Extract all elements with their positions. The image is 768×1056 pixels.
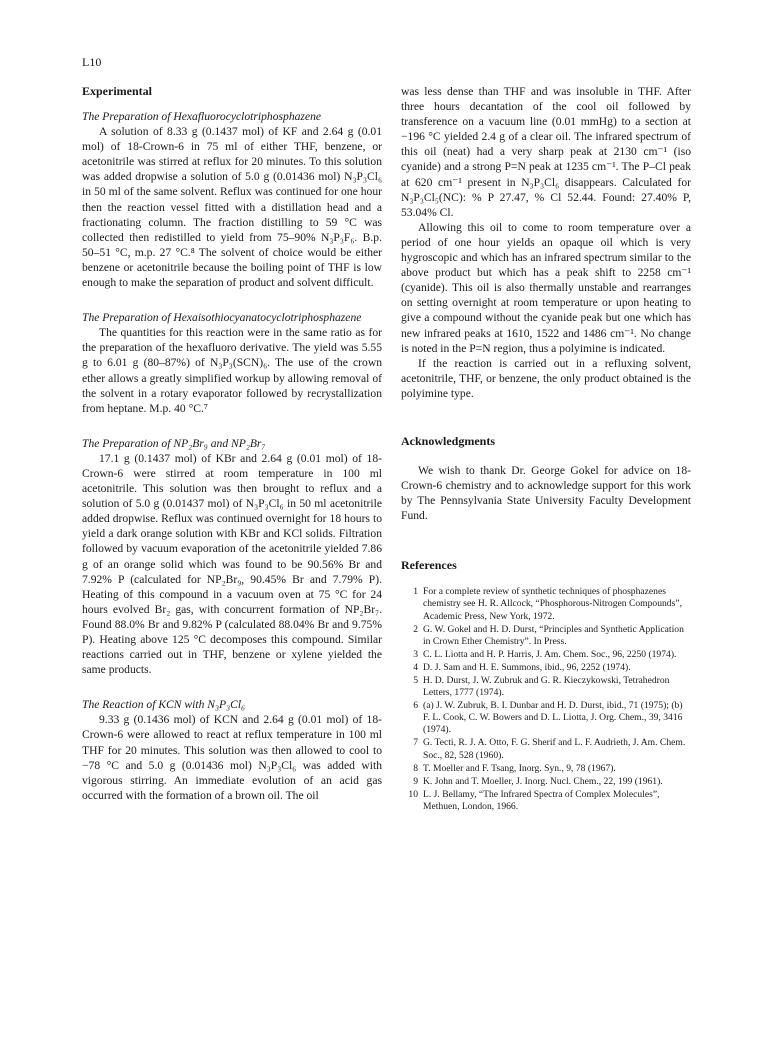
reference-item bbox=[401, 737, 691, 761]
right-column bbox=[401, 84, 691, 814]
section-title: The Preparation of Hexafluorocyclotriphosphazene bbox=[82, 110, 322, 123]
reference-text: C. L. Liotta and H. P. Harris, J. Am. Chem. Soc., 96, 2250 (1974). bbox=[423, 648, 677, 660]
section-hexaisothiocyanato bbox=[82, 310, 382, 416]
section-body: 9.33 g (0.1436 mol) of KCN and 2.64 g (0.01 mol) of 18-Crown-6 were allowed to react at reflux temperature in 100 ml THF for 20 minutes. This solution was then allowed to cool to −78 °C and 5.0 g (0.01436 mol) N₃P₃Cl₆ was added with vigorous stirring. An immediate evolution of an acid gas occurred with the formation of a brown oil. The oil bbox=[82, 713, 382, 802]
reference-item bbox=[401, 649, 691, 661]
section-body: A solution of 8.33 g (0.1437 mol) of KF and 2.64 g (0.01 mol) of 18-Crown-6 in 75 ml of either THF, benzene, or acetonitrile was stirred at reflux for 20 minutes. To this solution was added dropwise a solution of 5.0 g (0.01436 mol) N₃P₃Cl₆ in 50 ml of the same solvent. Reflux was continued for one hour then the reaction vessel fitted with a distillation head and a fractionating column. The fraction distilling to 59 °C was collected then redistilled to yield from 75–90% N₃P₃F₆. B.p. 50–51 °C, m.p. 27 °C.⁸ The solvent of choice would be either benzene or acetonitrile because the boiling point of THF is low enough to make the separation of product and solvent difficult. bbox=[82, 125, 382, 290]
section-title: The Preparation of Hexaisothiocyanatocyclotriphosphazene bbox=[82, 311, 362, 325]
reference-number: 9 bbox=[413, 775, 418, 787]
continued-paragraph: was less dense than THF and was insoluble in THF. After three hours decantation of the cool oil followed by transference on a vacuum line (0.01 mmHg) to a section at −196 °C yielded 2.4 g of a clear oil. The infrared spectrum of this oil (neat) had a very sharp peak at 2130 cm⁻¹ (iso cyanide) and a strong P=N peak at 1235 cm⁻¹. The P–Cl peak at 620 cm⁻¹ present in N₃P₃Cl₆ disappears. Calculated for N₃P₃Cl₅(NC): % P 27.47, % Cl 52.44. Found: 27.40% P, 53.04% Cl. bbox=[401, 85, 691, 219]
reference-item bbox=[401, 776, 691, 788]
reference-text: For a complete review of synthetic techniques of phosphazenes chemistry see H. R. Allcock, “Phosphorous-Nitrogen Compounds”, Academic Press, New York, 1972. bbox=[423, 586, 682, 622]
reference-list bbox=[401, 586, 691, 813]
reference-text: H. D. Durst, J. W. Zubruk and G. R. Kieczykowski, Tetrahedron Letters, 1777 (1974). bbox=[423, 675, 670, 699]
section-hexafluoro bbox=[82, 109, 382, 290]
section-body: The quantities for this reaction were in the same ratio as for the preparation of the hexafluoro derivative. The yield was 5.55 g to 6.01 g (80–87%) of N₃P₃(SCN)₆. The use of the crown ether allows a greatly simplified workup by allowing removal of the solvent in a rotary evaporator followed by recrystallization from heptane. M.p. 40 °C.⁷ bbox=[82, 326, 382, 415]
reference-item bbox=[401, 763, 691, 775]
section-title: The Reaction of KCN with N₃P₃Cl₆ bbox=[82, 698, 246, 712]
reference-text: D. J. Sam and H. E. Summons, ibid., 96, 2252 (1974). bbox=[423, 661, 631, 673]
page-number: L10 bbox=[82, 55, 102, 69]
reference-number: 5 bbox=[413, 675, 418, 686]
section-np2br bbox=[82, 436, 382, 678]
left-column bbox=[82, 84, 382, 803]
acknowledgments-heading: Acknowledgments bbox=[401, 433, 496, 448]
section-kcn bbox=[82, 697, 382, 803]
reference-text: K. John and T. Moeller, J. Inorg. Nucl. Chem., 22, 199 (1961). bbox=[423, 775, 663, 787]
reference-text: (a) J. W. Zubruk, B. I. Dunbar and H. D. Durst, ibid., 71 (1975); (b) F. L. Cook, C. W. Bowers and D. L. Liotta, J. Org. Chem., 39, 3416 (1974). bbox=[423, 700, 683, 736]
reference-number: 6 bbox=[413, 700, 418, 712]
reference-number: 4 bbox=[413, 661, 418, 673]
reference-number: 8 bbox=[413, 762, 418, 774]
experimental-heading: Experimental bbox=[82, 84, 152, 98]
reference-item bbox=[401, 700, 691, 736]
section-title: The Preparation of NP₂Br₉ and NP₂Br₇ bbox=[82, 436, 266, 450]
reference-text: T. Moeller and F. Tsang, Inorg. Syn., 9, 78 (1967). bbox=[423, 762, 616, 774]
reference-number: 10 bbox=[408, 788, 418, 800]
reference-text: L. J. Bellamy, “The Infrared Spectra of Complex Molecules”, Methuen, London, 1966. bbox=[423, 788, 660, 812]
reference-number: 1 bbox=[413, 586, 418, 598]
reference-item bbox=[401, 789, 691, 813]
acknowledgments-text: We wish to thank Dr. George Gokel for advice on 18-Crown-6 chemistry and to acknowledge support for this work by The Pennsylvania State University Faculty Development Fund. bbox=[401, 463, 691, 523]
reference-item bbox=[401, 662, 691, 674]
reference-text: G. W. Gokel and H. D. Durst, “Principles and Synthetic Application in Crown Ether Chemistry”. In Press. bbox=[423, 623, 684, 647]
section-body: 17.1 g (0.1437 mol) of KBr and 2.64 g (0.01 mol) of 18-Crown-6 were stirred at room temperature in 100 ml acetonitrile. This solution was then brought to reflux and a solution of 5.0 g (0.01437 mol) of N₃P₃Cl₆ in 50 ml acetonitrile added dropwise. Reflux was continued overnight for 18 hours to yield a dark orange solution with KBr and KCl solids. Filtration followed by vacuum evaporation of the acetonitrile yielded 7.86 g of an orange solid which was found to be 90.56% Br and 7.92% P (calculated for NP₂Br₉, 90.45% Br and 7.79% P). Heating of this compound in a vacuum oven at 75 °C for 24 hours evolved Br₂ gas, with concurrent formation of NP₂Br₇. Found 88.0% Br and 9.82% P (calculated 88.04% Br and 9.75% P). Heating above 125 °C decomposes this compound. Similar reactions carried out in THF, benzene or xylene yielded the same products. bbox=[82, 451, 382, 677]
reference-text: G. Tecti, R. J. A. Otto, F. G. Sherif and L. F. Audrieth, J. Am. Chem. Soc., 82, 528 (1960). bbox=[423, 737, 686, 761]
references-heading: References bbox=[401, 558, 457, 573]
reference-item bbox=[401, 675, 691, 699]
reference-number: 2 bbox=[413, 623, 418, 635]
reference-item bbox=[401, 624, 691, 648]
reference-item bbox=[401, 586, 691, 622]
paragraph: If the reaction is carried out in a refluxing solvent, acetonitrile, THF, or benzene, the only product obtained is the polyimine type. bbox=[401, 356, 691, 400]
paragraph: Allowing this oil to come to room temperature over a period of one hour yields an opaque oil which is very hygroscopic and which has an infrared spectrum similar to the above product but which has a peak shift to 2258 cm⁻¹ (cyanide). This oil is also thermally unstable and rearranges on setting overnight at room temperature or upon heating to give a compound without the cyanide peak but one which has new infrared peaks at 1610, 1522 and 1486 cm⁻¹. No change is noted in the P=N region, thus a polyimine is indicated. bbox=[401, 220, 691, 355]
reference-number: 7 bbox=[413, 737, 418, 749]
reference-number: 3 bbox=[413, 648, 418, 660]
